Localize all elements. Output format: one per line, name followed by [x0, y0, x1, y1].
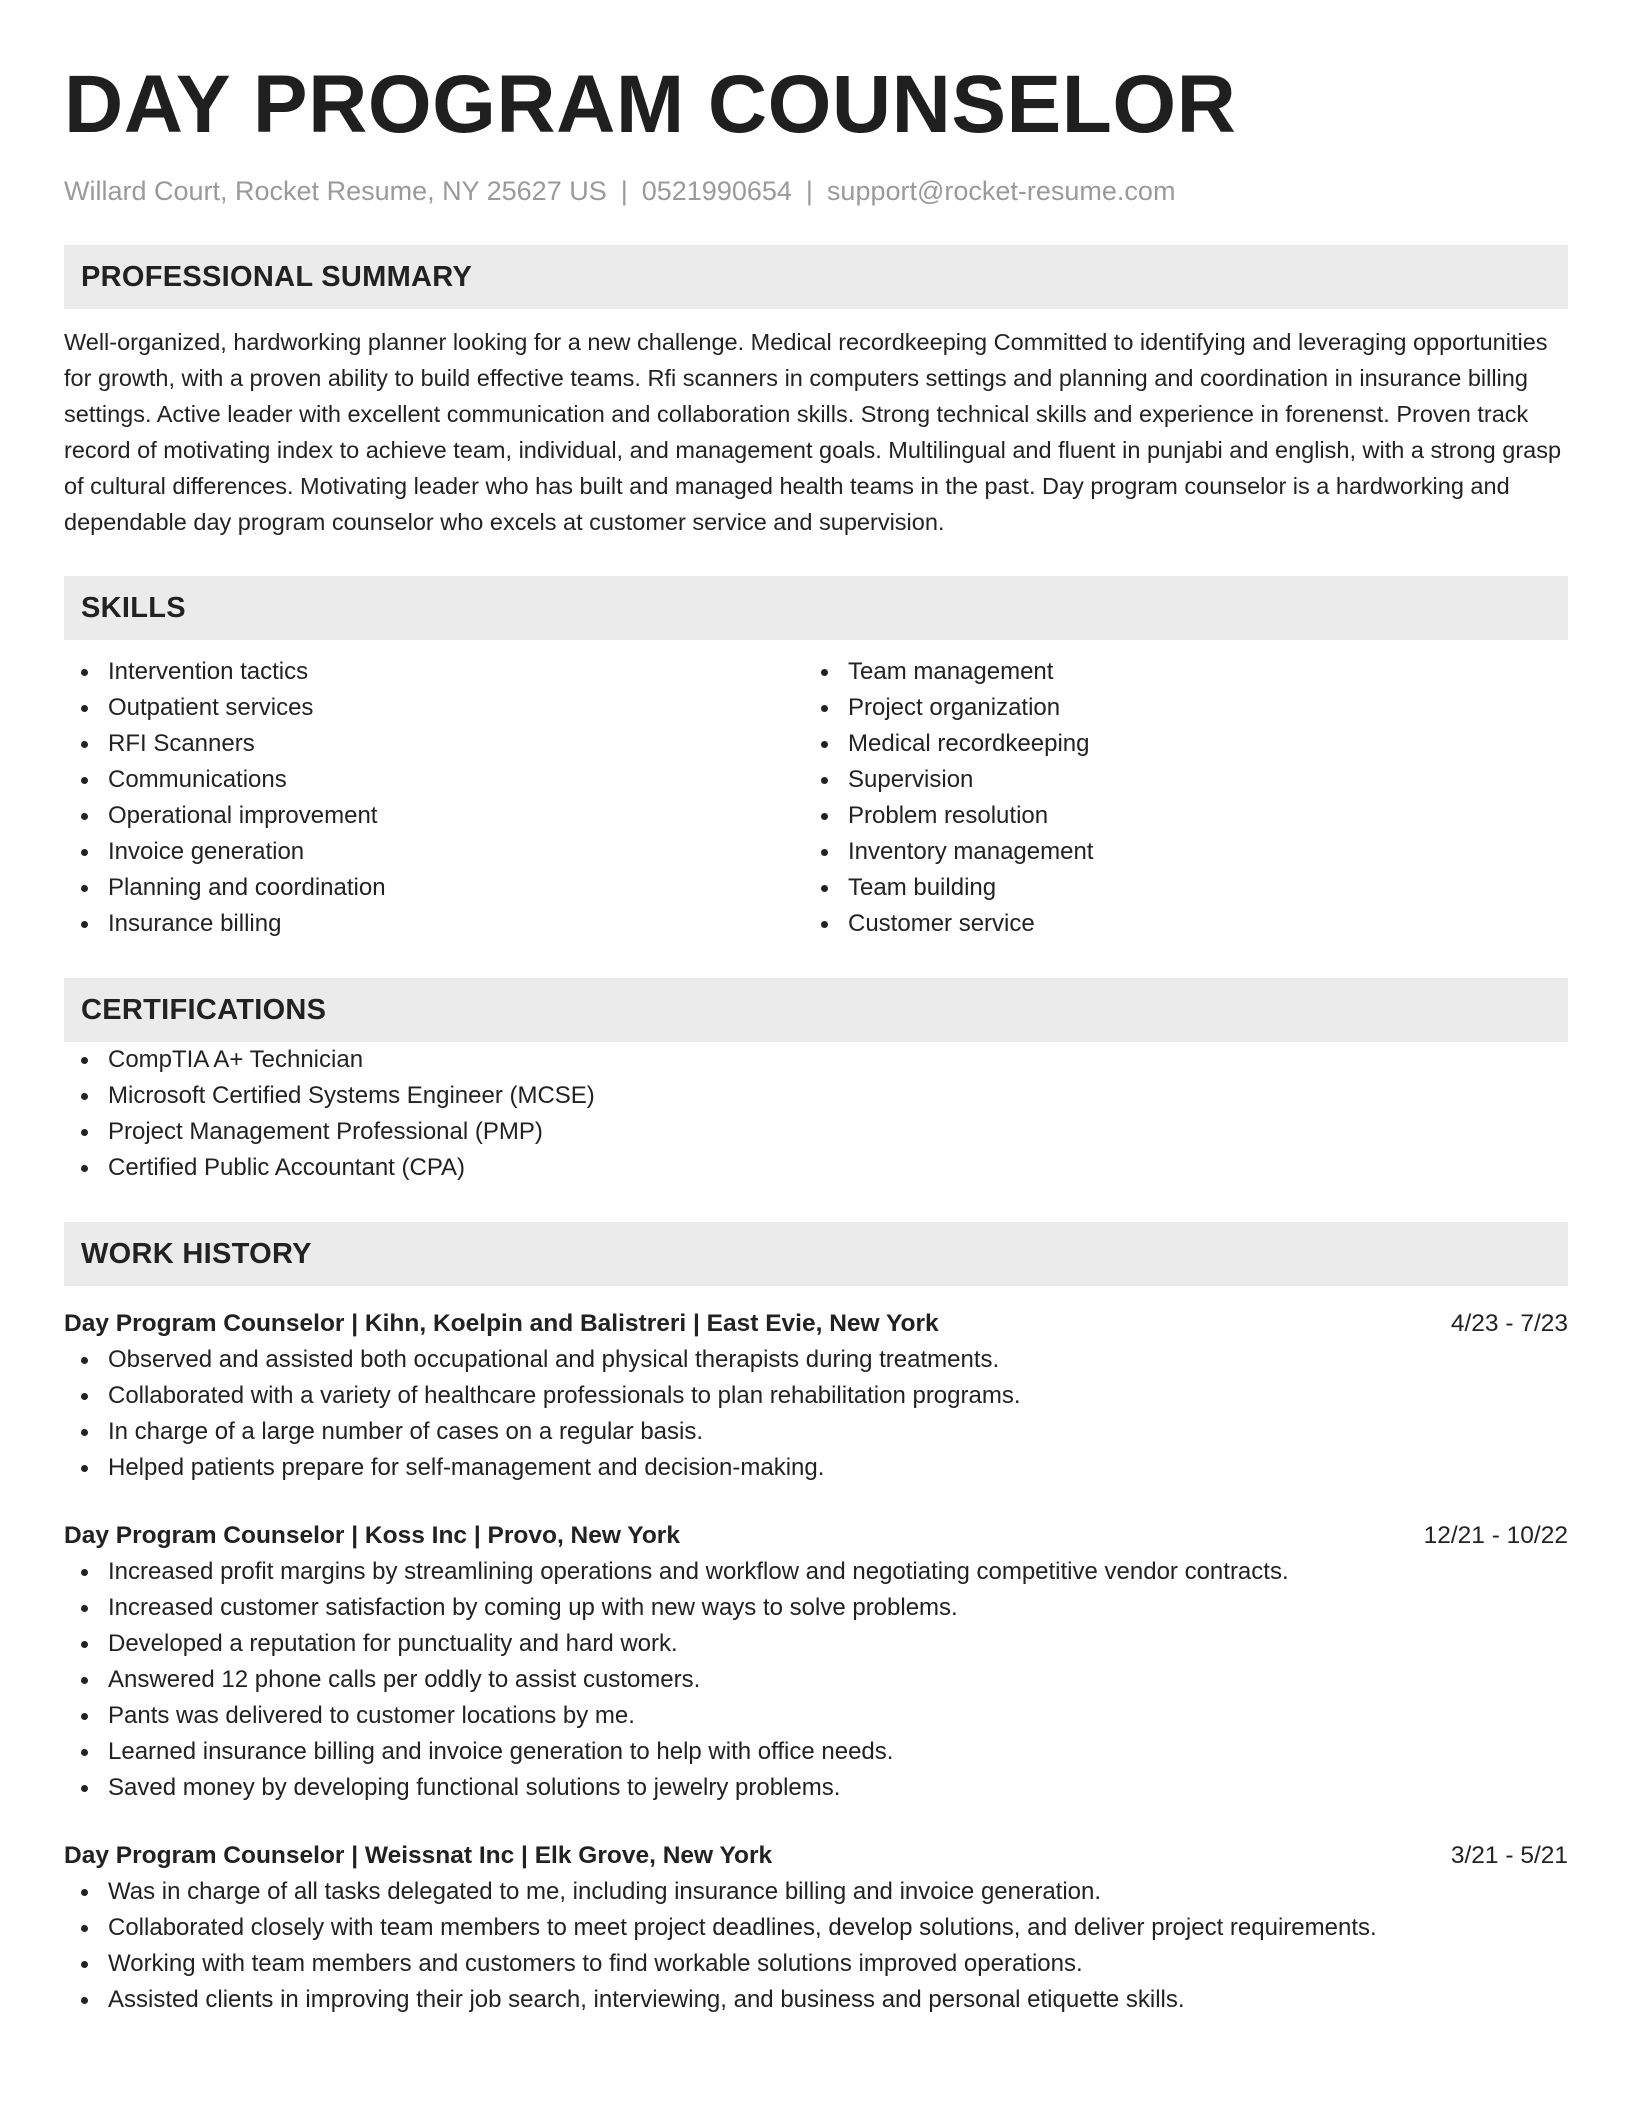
work-section-title: WORK HISTORY: [81, 1237, 312, 1270]
summary-section-header: [64, 245, 1568, 309]
resume-name: DAY PROGRAM COUNSELOR: [64, 59, 1237, 150]
skills-grid: [64, 654, 1568, 942]
job-dates: 4/23 - 7/23: [1450, 1310, 1568, 1337]
skill-item: Project organization: [804, 690, 1544, 726]
work-section-header: [64, 1222, 1568, 1286]
job-bullet: Collaborated closely with team members to meet project deadlines, develop solutions, and deliver project requirements.: [64, 1910, 1568, 1946]
contact-phone: 0521990654: [641, 176, 792, 206]
certification-item: Certified Public Accountant (CPA): [64, 1150, 1568, 1186]
skill-item: Medical recordkeeping: [804, 726, 1544, 762]
job-bullet: Developed a reputation for punctuality and hard work.: [64, 1626, 1568, 1662]
skill-item: Team building: [804, 870, 1544, 906]
summary-text: Well-organized, hardworking planner looking for a new challenge. Medical recordkeeping Committed to identifying and leveraging opportunities for growth, with a proven ability to build effective teams. Rfi scanners in computers settings and planning and coordination in insurance billing settings. Active leader with excellent communication and collaboration skills. Strong technical skills and experience in forenenst. Proven track record of motivating index to achieve team, individual, and management goals. Multilingual and fluent in punjabi and english, with a strong grasp of cultural differences. Motivating leader who has built and managed health teams in the past. Day program counselor is a hardworking and dependable day program counselor who excels at customer service and supervision.: [64, 329, 1562, 535]
skill-item: Outpatient services: [64, 690, 804, 726]
skills-column-right: [804, 654, 1544, 942]
skills-list-left: [64, 654, 804, 942]
job-bullet: Working with team members and customers to find workable solutions improved operations.: [64, 1946, 1568, 1982]
job-bullet-list: [64, 1874, 1568, 2018]
job-bullet: In charge of a large number of cases on a regular basis.: [64, 1414, 1568, 1450]
job-entry: [64, 1306, 1568, 1486]
skill-item: Inventory management: [804, 834, 1544, 870]
contact-separator: |: [620, 176, 628, 206]
contact-line: [64, 173, 1568, 209]
job-dates: 3/21 - 5/21: [1450, 1842, 1568, 1869]
job-bullet: Answered 12 phone calls per oddly to assist customers.: [64, 1662, 1568, 1698]
skill-item: Team management: [804, 654, 1544, 690]
job-bullet: Pants was delivered to customer locations by me.: [64, 1698, 1568, 1734]
job-bullet: Increased profit margins by streamlining operations and workflow and negotiating competitive vendor contracts.: [64, 1554, 1568, 1590]
contact-email: support@rocket-resume.com: [826, 176, 1176, 206]
job-heading: Day Program Counselor | Kihn, Koelpin and Balistreri | East Evie, New York: [64, 1310, 939, 1337]
skills-column-left: [64, 654, 804, 942]
skills-section-title: SKILLS: [81, 591, 186, 624]
job-header: [64, 1838, 1568, 1874]
skills-section-header: [64, 576, 1568, 640]
job-bullet: Increased customer satisfaction by coming up with new ways to solve problems.: [64, 1590, 1568, 1626]
certification-item: Project Management Professional (PMP): [64, 1114, 1568, 1150]
job-header: [64, 1518, 1568, 1554]
skill-item: Supervision: [804, 762, 1544, 798]
contact-address: Willard Court, Rocket Resume, NY 25627 US: [64, 176, 607, 206]
job-dates: 12/21 - 10/22: [1423, 1522, 1568, 1549]
job-bullet: Saved money by developing functional solutions to jewelry problems.: [64, 1770, 1568, 1806]
job-header: [64, 1306, 1568, 1342]
certifications-section-title: CERTIFICATIONS: [81, 993, 327, 1026]
skill-item: Communications: [64, 762, 804, 798]
job-bullet: Was in charge of all tasks delegated to me, including insurance billing and invoice generation.: [64, 1874, 1568, 1910]
job-bullet-list: [64, 1342, 1568, 1486]
skill-item: RFI Scanners: [64, 726, 804, 762]
job-bullet: Assisted clients in improving their job search, interviewing, and business and personal etiquette skills.: [64, 1982, 1568, 2018]
skill-item: Planning and coordination: [64, 870, 804, 906]
skills-list-right: [804, 654, 1544, 942]
job-bullet-list: [64, 1554, 1568, 1806]
skill-item: Intervention tactics: [64, 654, 804, 690]
skill-item: Operational improvement: [64, 798, 804, 834]
job-entry: [64, 1838, 1568, 2018]
skill-item: Invoice generation: [64, 834, 804, 870]
job-entry: [64, 1518, 1568, 1806]
contact-separator: |: [805, 176, 813, 206]
summary-section-title: PROFESSIONAL SUMMARY: [81, 260, 473, 293]
skill-item: Insurance billing: [64, 906, 804, 942]
certifications-list: [64, 1042, 1568, 1186]
job-heading: Day Program Counselor | Weissnat Inc | Elk Grove, New York: [64, 1842, 773, 1869]
certification-item: CompTIA A+ Technician: [64, 1042, 1568, 1078]
job-heading: Day Program Counselor | Koss Inc | Provo, New York: [64, 1522, 680, 1549]
skill-item: Customer service: [804, 906, 1544, 942]
job-bullet: Collaborated with a variety of healthcare professionals to plan rehabilitation programs.: [64, 1378, 1568, 1414]
certifications-section-header: [64, 978, 1568, 1042]
job-bullet: Observed and assisted both occupational and physical therapists during treatments.: [64, 1342, 1568, 1378]
certification-item: Microsoft Certified Systems Engineer (MCSE): [64, 1078, 1568, 1114]
skill-item: Problem resolution: [804, 798, 1544, 834]
job-bullet: Helped patients prepare for self-management and decision-making.: [64, 1450, 1568, 1486]
job-bullet: Learned insurance billing and invoice generation to help with office needs.: [64, 1734, 1568, 1770]
